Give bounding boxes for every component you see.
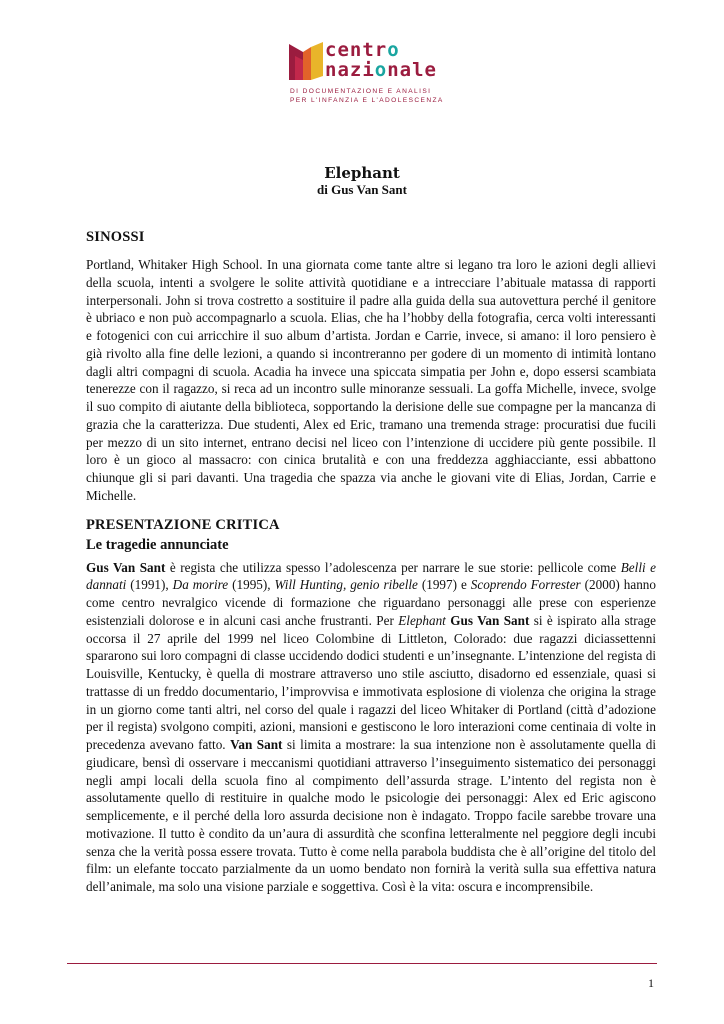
main-content	[86, 228, 656, 896]
document-subtitle: di Gus Van Sant	[317, 182, 407, 197]
film-title: Da morire	[172, 577, 229, 593]
text-run: (1991),	[126, 577, 173, 593]
page-number: 1	[648, 976, 654, 990]
film-title: Elephant	[398, 612, 446, 628]
logo-mark-icon	[289, 42, 323, 82]
director-name: Van Sant	[230, 737, 283, 752]
director-name: Gus Van Sant	[86, 559, 166, 575]
logo-subtitle-line1: DI DOCUMENTAZIONE E ANALISI	[290, 88, 432, 95]
logo-word-nazionale: nazionale	[325, 59, 437, 81]
footer-rule	[67, 963, 657, 964]
film-title: Belli e dannati	[86, 559, 656, 593]
logo-accent-letter: o	[374, 59, 388, 81]
text-run: si è ispirato alla strage occorsa il 27 aprile del 1999 nel liceo Colombine di Littleton, Colorado: due ragazzi diciassettenni spararono sui loro compagni di classe uccidendo dodici studenti e un’insegnante. L’intenzione del regista di Louisville, Kentucky, è quella di mostrare attraverso uno stile asciutto, disadorno ed essenziale, quasi si trattasse di un freddo documentario, l’improvvisa e immotivata esplosione di violenza che origina la strage in un giorno come tanti altri, nel corso del quale i ragazzi del liceo Whitaker di Portland (città d’adozione per il regista) svolgono compiti, azioni, mansioni e gestiscono le loro interazioni come centinaia di volte in precedenza avevano fatto.	[86, 612, 656, 752]
film-title: Scoprendo Forrester	[470, 577, 581, 593]
paragraph-critica	[86, 559, 656, 896]
logo-subtitle-line2: PER L'INFANZIA E L'ADOLESCENZA	[290, 97, 444, 104]
logo-word-centro: centro	[325, 39, 400, 61]
text-run: (1997) e	[417, 577, 471, 593]
text-run: (2000) hanno come centro nevralgico vicende di formazione che riguardano personaggi alle prese con esperienze esistenziali dolorose e in alcuni casi anche frustranti. Per	[86, 577, 656, 628]
paragraph-sinossi: Portland, Whitaker High School. In una giornata come tante altre si legano tra loro le azioni degli allievi della scuola, intenti a svolgere le solite attività quotidiane e a intrecciare l’abituale matassa di rapporti interpersonali. John si trova costretto a sostituire il padre alla guida della sua autovettura perché il genitore è ubriaco e non può accompagnarlo a scuola. Elias, che ha l’hobby della fotografia, cerca volti interessanti e fotogenici con cui arricchire il suo album d’artista. Jordan e Carrie, invece, si amano: il loro pensiero è già rivolto alla fine delle lezioni, a quando si incontreranno per godere di un momento di intimità lontano dagli altri compagni di scuola. Acadia ha invece una spiccata simpatia per John e, dopo essersi scambiata tenerezze con il ragazzo, si reca ad un incontro sulle minoranze sessuali. La goffa Michelle, invece, svolge il suo compito di aiutante della biblioteca, sopportando la derisione delle sue compagne per la mancanza di grazia che la caratterizza. Due studenti, Alex ed Eric, tramano una tremenda strage: procuratisi due fucili per mezzo di un sito internet, entrano decisi nel liceo con l’intenzione di uccidere più gente possibile. Il loro è un gioco al massacro: con cinica brutalità e con una freddezza agghiacciante, essi abbattono chiunque gli si pari davanti. Una tragedia che spazza via anche le giovani vite di Elias, Jordan, Carrie e Michelle.	[86, 257, 656, 503]
logo	[289, 39, 449, 112]
text-run: è regista che utilizza spesso l’adolescenza per narrare le sue storie: pellicole come	[165, 559, 621, 575]
document-title: Elephant	[324, 164, 400, 182]
director-name: Gus Van Sant	[450, 612, 530, 628]
heading-presentazione-critica: PRESENTAZIONE CRITICA	[86, 516, 280, 533]
text-run: si limita a mostrare: la sua intenzione non è assolutamente quella di giudicare, bensì di osservare i meccanismi quotidiani attraverso l’inseguimento sistematico dei personaggi negli ampi locali della scuola fino al compimento dell’assurda strage. L’intento del regista non è assolutamente quello di restituire in qualche modo le psicologie dei personaggi: Alex ed Eric agiscono semplicemente, e il perché della loro assurda decisione non è indagato. Troppo facile sarebbe trovare una motivazione. Il tutto è condito da un’aura di assurdità che sconfina letteralmente nel peggiore degli incubi senza che la verità possa essere trovata. Tutto è come nella parabola buddista che è all’origine del titolo del film: un elefante toccato parzialmente da un uomo bendato non fornirà la verità sulla sua effettiva natura dell’animale, ma solo una visione parziale e soggettiva. Così è la vita: oscura e incomprensibile.	[86, 737, 656, 894]
film-title: Will Hunting, genio ribelle	[274, 577, 418, 593]
logo-accent-letter: o	[387, 39, 400, 61]
heading-sinossi: SINOSSI	[86, 229, 145, 245]
text-run: (1995),	[228, 577, 275, 593]
subheading-tragedie: Le tragedie annunciate	[86, 536, 229, 553]
